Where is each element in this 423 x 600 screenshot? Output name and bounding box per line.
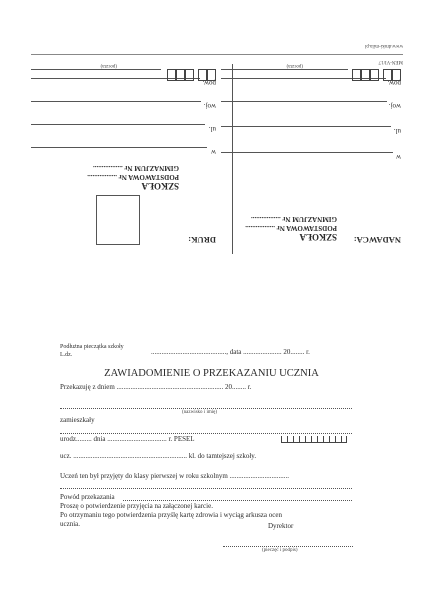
pesel-boxes <box>281 436 347 443</box>
stamp-label <box>60 343 124 359</box>
birth-line: urodz......... dnia .................................. r. PESEL <box>60 435 195 443</box>
sender-line-poczta <box>221 69 348 70</box>
recipient-school-block <box>87 163 179 190</box>
sender-postcode-box-2 <box>383 69 392 81</box>
stamp-label-1: Podłużna pieczątka szkoły <box>60 344 124 350</box>
form-title: ZAWIADOMIENIE O PRZEKAZANIU UCZNIA <box>104 368 319 379</box>
sender-postcode-box-3 <box>370 69 379 81</box>
sender-line-woj <box>221 101 387 102</box>
recipient-postcode-box-2 <box>198 69 207 81</box>
reason-label: Powód przekazania <box>60 493 115 501</box>
recipient-school-line-3: GIMNAZJUM Nr ................. <box>92 164 179 172</box>
sender-field-woj: woj. <box>388 102 401 110</box>
recipient-postcode-box-4 <box>176 69 185 81</box>
name-hint: (nazwisko i imię) <box>182 410 217 415</box>
signature-line <box>223 546 353 547</box>
residence-label: zamieszkały <box>60 416 95 424</box>
sender-postcode-box-1 <box>392 69 401 81</box>
recipient-field-ul: ul. <box>208 125 216 133</box>
after-line-2: ucznia. <box>60 520 81 528</box>
ucz-line: ucz. ................................................................. kl. do tamtejszej szkoły. <box>60 452 257 460</box>
school-line-1: SZKOŁA <box>299 232 337 242</box>
recipient-postcode-box-3 <box>185 69 194 81</box>
sender-line-w <box>221 152 393 153</box>
recipient-field-woj: woj. <box>203 102 216 110</box>
pesel-digit <box>341 436 347 443</box>
recipient-postcode-box-1 <box>207 69 216 81</box>
signature-hint: (pieczęć i podpis) <box>262 548 298 553</box>
school-line-3: GIMNAZJUM Nr ................. <box>250 215 337 223</box>
residence-line <box>60 433 352 434</box>
form-code: MEN-VI/17 <box>378 59 403 64</box>
sender-field-w: w <box>395 153 401 161</box>
sender-postcode-hint: (poczta) <box>286 63 303 68</box>
sender-field-ul: ul. <box>393 127 401 135</box>
column-divider <box>232 64 233 254</box>
confirm-line: Proszę o potwierdzenie przyjęcia na załączonej karcie. <box>60 502 213 510</box>
recipient-field-w: w <box>210 148 216 156</box>
admitted-line: Uczeń ten był przyjęty do klasy pierwszej w roku szkolnym .................................. <box>60 472 290 480</box>
recipient-line-ul <box>31 124 205 125</box>
sender-school-block <box>245 214 337 241</box>
stamp-label-2: L.dz. <box>60 352 73 358</box>
recipient-postcode-hint: (poczta) <box>100 63 117 68</box>
director-label: Dyrektor <box>268 522 294 530</box>
stamp-box <box>96 195 140 245</box>
sender-postcode-box-4 <box>361 69 370 81</box>
after-line-1: Po otrzymaniu tego potwierdzenia przyślę kartę zdrowia i wyciąg arkusza ocen <box>60 511 282 519</box>
sender-field-pow: pow. <box>387 79 401 87</box>
recipient-line-woj <box>31 101 201 102</box>
sender-label: NADAWCA: <box>353 235 401 245</box>
recipient-field-pow: pow. <box>202 79 216 87</box>
sender-postcode-box-5 <box>352 69 361 81</box>
print-label: DRUK: <box>188 235 216 245</box>
envelope-rule <box>31 54 403 55</box>
date-line: ..........................................., data ...................... 20........ r. <box>151 348 310 356</box>
website: www.druki-mila.pl <box>364 43 403 48</box>
school-line-2: PODSTAWOWA Nr ................. <box>245 224 337 232</box>
sender-line-ul <box>221 126 391 127</box>
reason-line <box>123 500 352 501</box>
admitted-extra-line <box>60 488 352 489</box>
recipient-school-line-1: SZKOŁA <box>141 181 179 191</box>
transfer-line: Przekazuję z dniem ............................................................. 20........ r. <box>60 383 252 391</box>
recipient-postcode-box-5 <box>167 69 176 81</box>
recipient-school-line-2: PODSTAWOWA Nr ................. <box>87 173 179 181</box>
recipient-line-w <box>31 147 207 148</box>
name-line <box>60 408 352 409</box>
recipient-line-poczta <box>31 69 161 70</box>
